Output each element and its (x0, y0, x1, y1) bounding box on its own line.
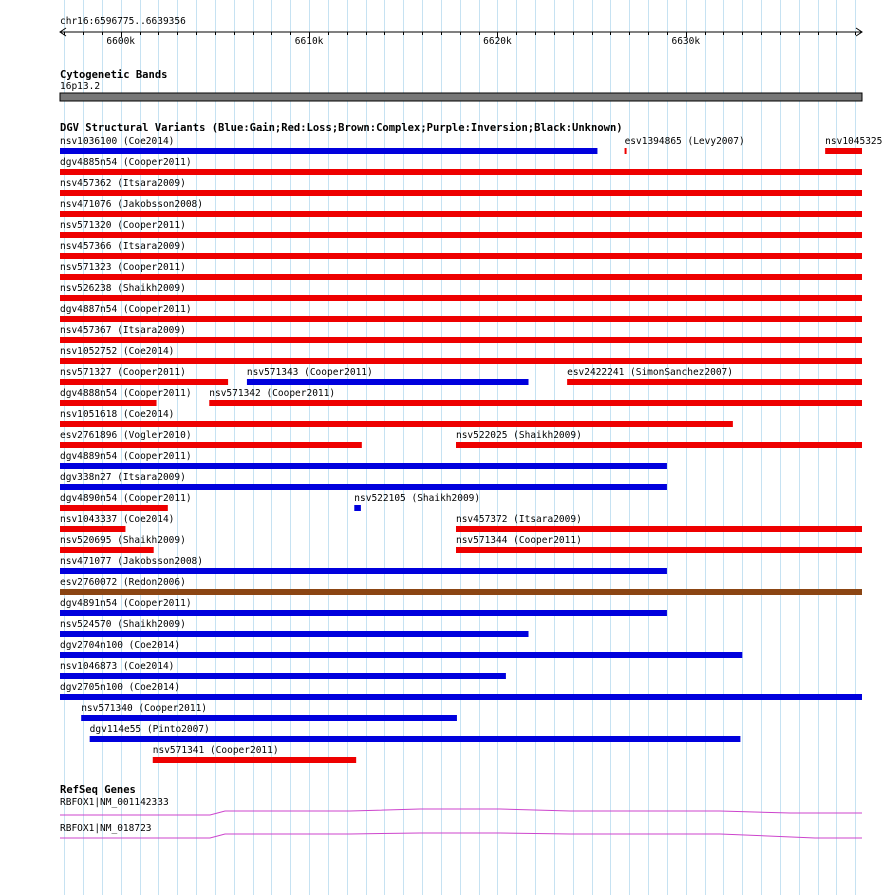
dgv-variant-bar[interactable] (60, 631, 529, 637)
dgv-variant-label: dgv4885n54 (Cooper2011) (60, 157, 192, 168)
dgv-variant-bar[interactable] (456, 547, 862, 553)
dgv-variant-label: nsv457367 (Itsara2009) (60, 325, 186, 336)
dgv-variant-bar[interactable] (60, 526, 125, 532)
dgv-variant-bar[interactable] (60, 547, 154, 553)
dgv-variant-bar[interactable] (456, 442, 862, 448)
dgv-variant-label: nsv571323 (Cooper2011) (60, 262, 186, 273)
dgv-variant-bar[interactable] (60, 253, 862, 259)
position-label: chr16:6596775..6639356 (60, 16, 186, 27)
dgv-variant-bar[interactable] (567, 379, 862, 385)
dgv-variant-bar[interactable] (60, 274, 862, 280)
dgv-variant-label: nsv571343 (Cooper2011) (246, 367, 373, 378)
dgv-variant-label: esv1394865 (Levy2007) (624, 136, 745, 147)
dgv-variant-bar[interactable] (209, 400, 862, 406)
dgv-variant-label: esv2760072 (Redon2006) (60, 577, 186, 588)
dgv-variant-bar[interactable] (81, 715, 457, 721)
dgv-variant-label: dgv4888n54 (Cooper2011) (60, 388, 192, 399)
dgv-variant-label: nsv522025 (Shaikh2009) (455, 430, 582, 441)
dgv-variant-label: esv2422241 (SimonSanchez2007) (567, 367, 733, 378)
dgv-variant-label: nsv1046873 (Coe2014) (60, 661, 175, 672)
dgv-variant-label: dgv2704n100 (Coe2014) (60, 640, 181, 651)
dgv-variant-label: dgv4889n54 (Cooper2011) (60, 451, 192, 462)
dgv-variant-bar[interactable] (60, 400, 157, 406)
dgv-variant-bar[interactable] (60, 442, 362, 448)
dgv-variant[interactable] (567, 367, 862, 385)
dgv-variant-bar[interactable] (825, 148, 862, 154)
dgv-variant-label: nsv522105 (Shaikh2009) (354, 493, 481, 504)
dgv-variant-label: dgv4890n54 (Cooper2011) (60, 493, 192, 504)
dgv-variant-label: nsv526238 (Shaikh2009) (60, 283, 186, 294)
dgv-variant-bar[interactable] (60, 232, 862, 238)
dgv-variant[interactable] (60, 598, 667, 616)
dgv-variant[interactable] (153, 745, 356, 763)
dgv-variant-label: nsv571327 (Cooper2011) (60, 367, 186, 378)
dgv-variant-label: nsv457372 (Itsara2009) (455, 514, 582, 525)
ruler-tick-label: 6600k (106, 36, 136, 47)
dgv-variant[interactable] (456, 514, 862, 532)
dgv-variant-bar[interactable] (60, 505, 168, 511)
dgv-variant-label: dgv4887n54 (Cooper2011) (60, 304, 192, 315)
dgv-variant-bar[interactable] (60, 358, 862, 364)
refseq-track-title: RefSeq Genes (60, 784, 136, 796)
dgv-variant-bar[interactable] (60, 589, 862, 595)
dgv-variant[interactable] (60, 409, 733, 427)
dgv-variant-label: nsv471077 (Jakobsson2008) (60, 556, 203, 567)
dgv-variant[interactable] (60, 514, 174, 532)
refseq-gene-label: RBFOX1|NM_018723 (60, 823, 152, 834)
cytoband-label: 16p13.2 (60, 81, 101, 92)
dgv-track (60, 122, 882, 763)
dgv-variant-bar[interactable] (60, 148, 597, 154)
dgv-variant[interactable] (60, 619, 529, 637)
dgv-track-title: DGV Structural Variants (Blue:Gain;Red:Loss;Brown:Complex;Purple:Inversion;Black:Unknown) (60, 122, 623, 134)
dgv-variant-label: esv2761896 (Vogler2010) (60, 430, 192, 441)
dgv-variant-bar[interactable] (60, 421, 733, 427)
dgv-variant[interactable] (625, 136, 745, 154)
dgv-variant-bar[interactable] (60, 694, 862, 700)
cytoband-track-title: Cytogenetic Bands (60, 69, 168, 81)
dgv-variant-label: nsv1051618 (Coe2014) (60, 409, 175, 420)
dgv-variant-bar[interactable] (456, 526, 862, 532)
dgv-variant-bar[interactable] (60, 463, 667, 469)
dgv-variant-bar[interactable] (60, 673, 506, 679)
dgv-variant[interactable] (60, 661, 506, 679)
dgv-variant-bar[interactable] (60, 190, 862, 196)
dgv-variant-bar[interactable] (60, 568, 667, 574)
dgv-variant-bar[interactable] (60, 652, 742, 658)
dgv-variant[interactable] (60, 556, 667, 574)
dgv-variant-bar[interactable] (60, 169, 862, 175)
dgv-variant-bar[interactable] (60, 316, 862, 322)
dgv-variant[interactable] (60, 493, 192, 511)
dgv-variant-bar[interactable] (60, 211, 862, 217)
ruler-tick-label: 6620k (483, 36, 512, 47)
dgv-variant-bar[interactable] (625, 148, 627, 154)
dgv-variant[interactable] (60, 451, 667, 469)
dgv-variant-bar[interactable] (90, 736, 741, 742)
dgv-variant-bar[interactable] (354, 505, 361, 511)
dgv-variant[interactable] (81, 703, 457, 721)
dgv-variant-label: nsv520695 (Shaikh2009) (60, 535, 186, 546)
dgv-variant-bar[interactable] (247, 379, 529, 385)
dgv-variant-label: dgv4891n54 (Cooper2011) (60, 598, 192, 609)
dgv-variant-label: nsv1045325 (825, 136, 883, 147)
dgv-variant-bar[interactable] (60, 484, 667, 490)
dgv-variant[interactable] (60, 472, 667, 490)
dgv-variant[interactable] (60, 535, 186, 553)
dgv-variant[interactable] (247, 367, 529, 385)
dgv-variant-bar[interactable] (60, 610, 667, 616)
ruler-tick-label: 6630k (671, 36, 701, 47)
dgv-variant-label: nsv1043337 (Coe2014) (60, 514, 175, 525)
cytoband-bar[interactable] (60, 93, 862, 101)
refseq-gene-label: RBFOX1|NM_001142333 (60, 797, 169, 808)
dgv-variant-label: nsv571342 (Cooper2011) (209, 388, 336, 399)
dgv-variant-label: nsv457366 (Itsara2009) (60, 241, 186, 252)
ruler-tick-label: 6610k (294, 36, 324, 47)
dgv-variant[interactable] (456, 430, 862, 448)
dgv-variant[interactable] (354, 493, 480, 511)
dgv-variant-label: dgv114e55 (Pinto2007) (89, 724, 210, 735)
dgv-variant-label: dgv338n27 (Itsara2009) (60, 472, 186, 483)
dgv-variant[interactable] (60, 430, 362, 448)
dgv-variant[interactable] (60, 367, 228, 385)
dgv-variant[interactable] (825, 136, 882, 154)
dgv-variant-bar[interactable] (60, 295, 862, 301)
dgv-variant[interactable] (90, 724, 741, 742)
dgv-variant-label: nsv571344 (Cooper2011) (455, 535, 582, 546)
dgv-variant-label: nsv1036100 (Coe2014) (60, 136, 175, 147)
dgv-variant-label: nsv471076 (Jakobsson2008) (60, 199, 203, 210)
dgv-variant-bar[interactable] (60, 379, 228, 385)
dgv-variant-label: nsv571320 (Cooper2011) (60, 220, 186, 231)
dgv-variant[interactable] (60, 640, 742, 658)
dgv-variant-label: nsv1052752 (Coe2014) (60, 346, 175, 357)
dgv-variant-label: nsv524570 (Shaikh2009) (60, 619, 186, 630)
dgv-variant-label: dgv2705n100 (Coe2014) (60, 682, 181, 693)
dgv-variant-bar[interactable] (60, 337, 862, 343)
dgv-variant-rows (60, 136, 882, 763)
dgv-variant[interactable] (456, 535, 862, 553)
dgv-variant-label: nsv571341 (Cooper2011) (152, 745, 279, 756)
dgv-variant-label: nsv571340 (Cooper2011) (81, 703, 208, 714)
dgv-variant[interactable] (60, 388, 192, 406)
dgv-variant-label: nsv457362 (Itsara2009) (60, 178, 186, 189)
dgv-variant-bar[interactable] (153, 757, 356, 763)
